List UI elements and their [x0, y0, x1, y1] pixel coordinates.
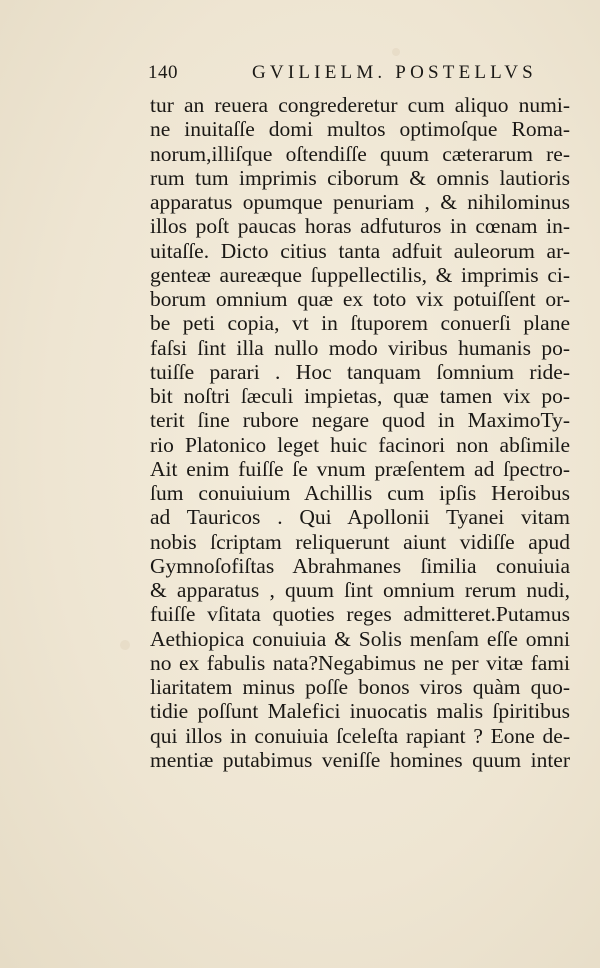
text-line: be peti copia, vt in ſtuporem conuerſi plane — [150, 311, 570, 336]
text-line: tidie poſſunt Malefici inuocatis malis ſpiritibus — [150, 699, 570, 724]
paper-stain — [392, 48, 400, 56]
text-line: ne inuitaſſe domi multos optimoſque Roma- — [150, 117, 570, 142]
text-line: ſum conuiuium Achillis cum ipſis Heroibus — [150, 481, 570, 505]
text-line: & apparatus , quum ſint omnium rerum nudi, — [150, 578, 570, 602]
text-line: apparatus opumque penuriam , & nihilominus — [150, 190, 570, 214]
text-line: norum,illiſque oſtendiſſe quum cæterarum re- — [150, 141, 570, 166]
text-line: Aethiopica conuiuia & Solis menſam eſſe omni — [150, 626, 570, 651]
text-line: uitaſſe. Dicto citius tanta adfuit auleorum ar- — [150, 238, 570, 263]
text-line: bit noſtri ſæculi impietas, quæ tamen vix po- — [150, 384, 570, 408]
page-number: 140 — [148, 62, 178, 83]
text-line: liaritatem minus poſſe bonos viros quàm quo- — [150, 675, 570, 699]
text-line: faſsi ſint illa nullo modo viribus humanis po- — [150, 335, 570, 360]
text-line: rum tum imprimis ciborum & omnis lautioris — [150, 165, 570, 190]
text-line: tur an reuera congrederetur cum aliquo numi- — [150, 93, 570, 117]
text-line: fuiſſe vſitata quoties reges admitteret.Putamus — [150, 602, 570, 627]
text-line: no ex fabulis nata?Negabimus ne per vitæ fami — [150, 650, 570, 675]
text-line: nobis ſcriptam reliquerunt aiunt vidiſſe apud — [150, 529, 570, 554]
text-line: genteæ aureæque ſuppellectilis, & imprimis ci- — [150, 262, 570, 287]
text-line: mentiæ putabimus veniſſe homines quum inter — [150, 747, 570, 772]
text-line: illos poſt paucas horas adfuturos in cœnam in- — [150, 214, 570, 239]
running-head: GVILIELM. POSTELLVS — [252, 62, 537, 83]
text-line: terit ſine rubore negare quod in MaximoTy- — [150, 408, 570, 433]
text-line: tuiſſe parari . Hoc tanquam ſomnium ride- — [150, 359, 570, 384]
paper-stain — [120, 640, 130, 650]
text-line: rio Platonico leget huic facinori non abſimile — [150, 432, 570, 457]
text-line: Gymnoſofiſtas Abrahmanes ſimilia conuiuia — [150, 553, 570, 578]
text-line: Ait enim fuiſſe ſe vnum præſentem ad ſpectro- — [150, 456, 570, 481]
text-line: qui illos in conuiuia ſceleſta rapiant ? Eone de- — [150, 723, 570, 748]
body-text — [150, 93, 570, 772]
text-line: borum omnium quæ ex toto vix potuiſſent or- — [150, 287, 570, 311]
page-header — [148, 62, 548, 88]
text-line: ad Tauricos . Qui Apollonii Tyanei vitam — [150, 505, 570, 530]
